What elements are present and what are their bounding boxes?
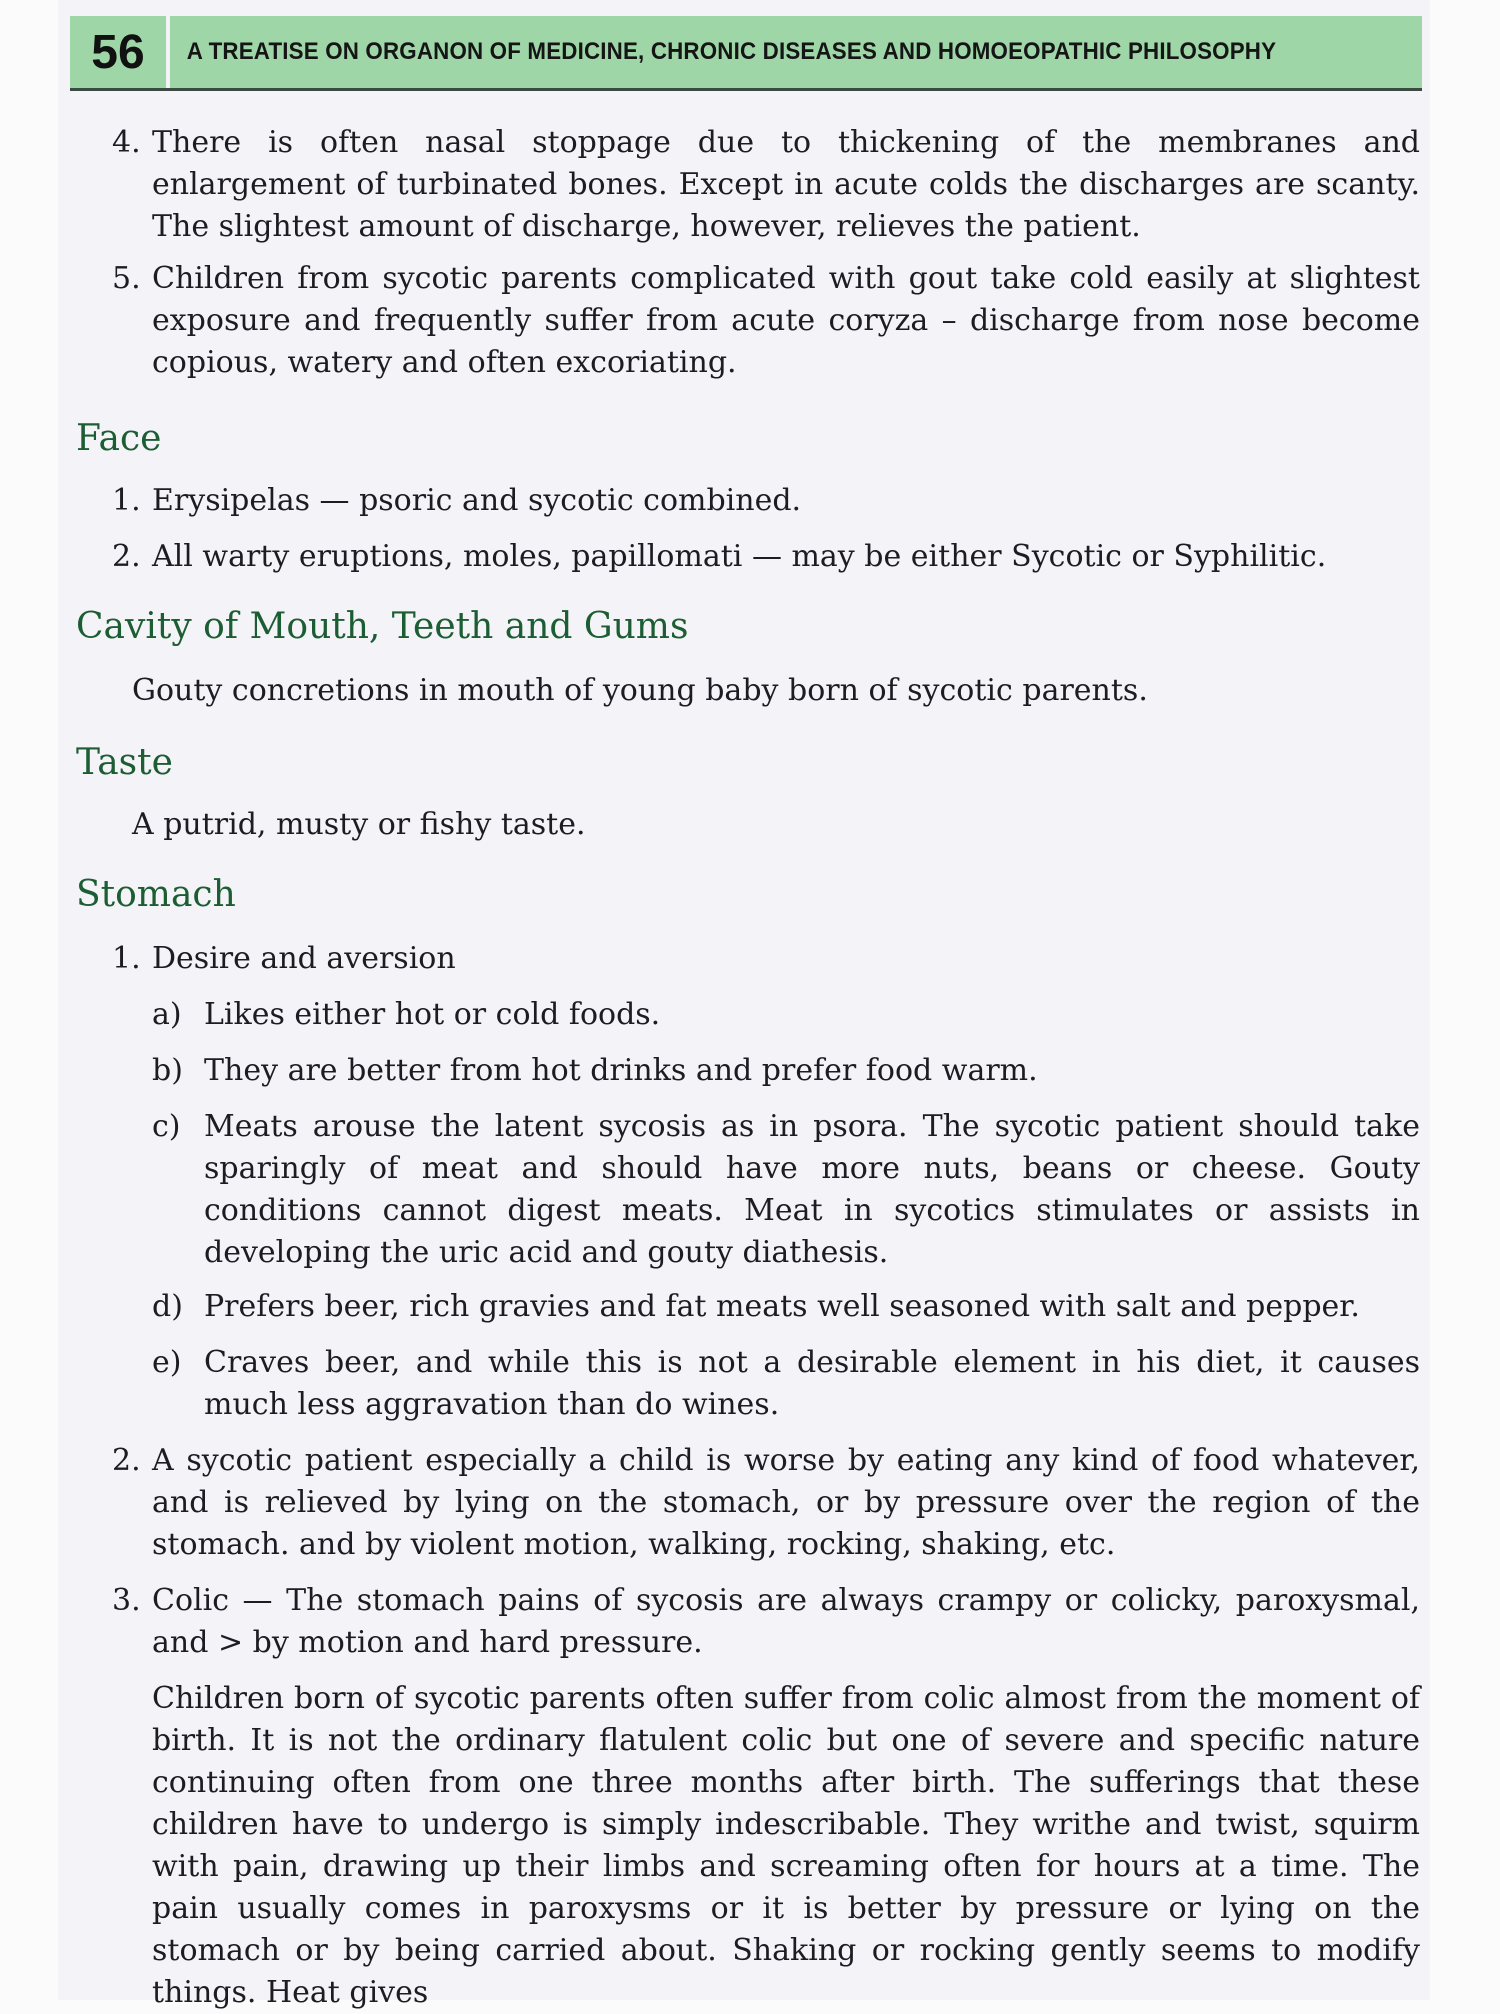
mouth-text: Gouty concretions in mouth of young baby born of sycotic parents. [132,673,1148,708]
page-number: 56 [70,16,170,88]
item-text: They are better from hot drinks and prefer food warm. [204,1053,1038,1088]
item-text: Meats arouse the latent sycosis as in psora. The sycotic patient should take sparingly of meat and should have more nuts, beans or cheese. Gouty conditions cannot digest meats. Meat in sycotics stimulates or assists in developing the uric acid and gouty diathesis. [204,1109,1420,1270]
item-letter: b) [152,1053,183,1088]
section-heading-stomach: Stomach [76,874,236,915]
list-item [112,480,1420,522]
sub-list-item [152,1286,1420,1328]
item-text: A sycotic patient especially a child is worse by eating any kind of food whatever, and is relieved by lying on the stomach, or by pressure over the region of the stomach. and by violent motion, walking, rocking, shaking, etc. [152,1443,1420,1562]
item-text: Erysipelas — psoric and sycotic combined. [152,483,802,518]
item-text: There is often nasal stoppage due to thickening of the membranes and enlargement of turbinated bones. Except in acute colds the discharges are scanty. The slightest amount of discharge, however, relieves the patient. [152,125,1420,244]
item-number: 2. [112,539,141,574]
list-item [112,1440,1420,1566]
item-number: 1. [112,941,141,976]
item-text: All warty eruptions, moles, papillomati — may be either Sycotic or Syphilitic. [152,539,1327,574]
taste-text: A putrid, musty or fishy taste. [132,807,586,842]
item-text: Children from sycotic parents complicated with gout take cold easily at slightest exposure and frequently suffer from acute coryza – discharge from nose become copious, watery and often excoriating. [152,261,1420,380]
sub-list-item [152,1342,1420,1426]
item-text: Colic — The stomach pains of sycosis are always crampy or colicky, paroxysmal, and > by motion and hard pressure. [152,1583,1420,1660]
sub-list-item [152,1106,1420,1274]
item-letter: c) [152,1109,181,1144]
list-item [112,1580,1420,1664]
item-number: 4. [112,125,141,160]
section-heading-mouth: Cavity of Mouth, Teeth and Gums [76,606,689,647]
sub-list-item [152,1050,1420,1092]
sub-list-item [152,994,1420,1036]
item-text: Craves beer, and while this is not a desirable element in his diet, it causes much less aggravation than do wines. [204,1345,1420,1422]
item-letter: a) [152,997,182,1032]
item-letter: d) [152,1289,183,1324]
item-text: Desire and aversion [152,941,456,976]
item-number: 5. [112,261,141,296]
item-text: Likes either hot or cold foods. [204,997,661,1032]
list-item [112,536,1420,578]
item-letter: e) [152,1345,182,1380]
book-title: A TREATISE ON ORGANON OF MEDICINE, CHRONIC DISEASES AND HOMOEOPATHIC PHILOSOPHY [186,38,1277,65]
section-heading-taste: Taste [76,742,173,783]
list-item [112,938,1420,980]
item-text: Prefers beer, rich gravies and fat meats well seasoned with salt and pepper. [204,1289,1360,1324]
item-number: 2. [112,1443,141,1478]
item-number: 1. [112,483,141,518]
item-number: 3. [112,1583,141,1618]
section-heading-face: Face [76,418,162,459]
list-item [112,122,1420,248]
list-item [112,258,1420,384]
colic-paragraph: Children born of sycotic parents often suffer from colic almost from the moment of birth. It is not the ordinary flatulent colic but one of severe and specific nature continuing often from one three months after birth. The sufferings that these children have to undergo is simply indescribable. They writhe and twist, squirm with pain, drawing up their limbs and screaming often for hours at a time. The pain usually comes in paroxysms or it is better by pressure or lying on the stomach or by being carried about. Shaking or rocking gently seems to modify things. Heat gives [152,1681,1420,2010]
